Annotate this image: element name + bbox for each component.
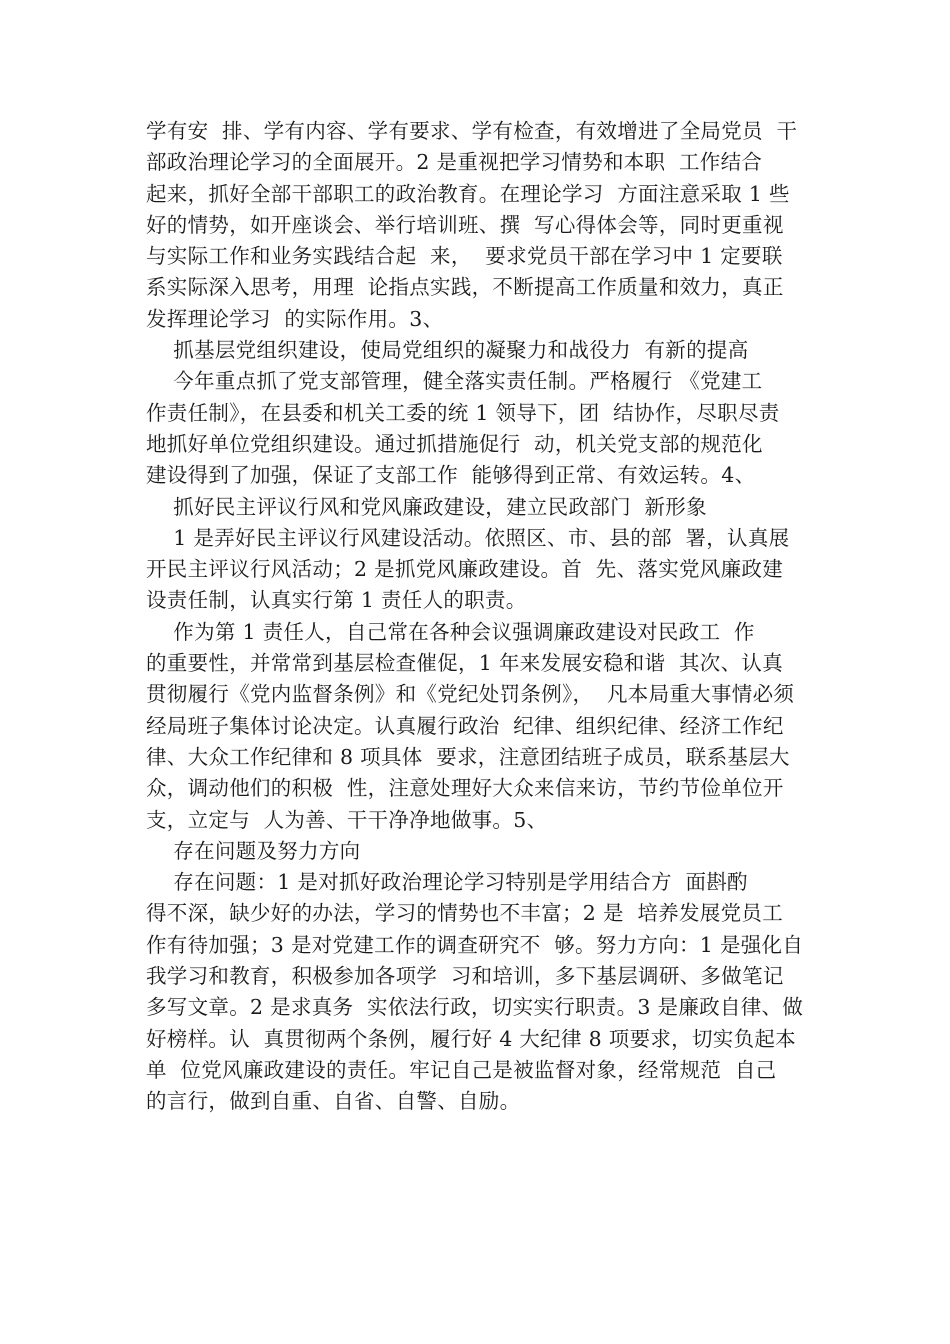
text-line: 发挥理论学习 的实际作用。3、 xyxy=(146,306,444,331)
text-line: 支，立定与 人为善、干干净净地做事。5、 xyxy=(146,807,548,832)
text-line: 作有待加强；3 是对党建工作的调查研究不 够。努力方向：1 是强化自 xyxy=(146,932,804,957)
section-heading: 抓基层党组织建设，使局党组织的凝聚力和战役力 有新的提高 xyxy=(146,338,749,363)
text-line: 的重要性，并常常到基层检查催促，1 年来发展安稳和谐 其次、认真 xyxy=(146,651,783,676)
text-line: 我学习和教育，积极参加各项学 习和培训，多下基层调研、多做笔记 xyxy=(146,964,784,989)
section-heading: 抓好民主评议行风和党风廉政建设，建立民政部门 新形象 xyxy=(146,494,707,519)
text-line: 起来，抓好全部干部职工的政治教育。在理论学习 方面注意采取 1 些 xyxy=(146,181,790,206)
document-body xyxy=(146,116,806,1118)
text-line: 与实际工作和业务实践结合起 来， 要求党员干部在学习中 1 定要联 xyxy=(146,244,783,269)
text-line: 经局班子集体讨论决定。认真履行政治 纪律、组织纪律、经济工作纪 xyxy=(146,713,784,738)
text-line: 建设得到了加强，保证了支部工作 能够得到正常、有效运转。4、 xyxy=(146,463,756,488)
text-line: 多写文章。2 是求真务 实依法行政，切实实行职责。3 是廉政自律、做 xyxy=(146,995,804,1020)
text-line: 得不深，缺少好的办法，学习的情势也不丰富；2 是 培养发展党员工 xyxy=(146,901,783,926)
text-line: 好的情势，如开座谈会、举行培训班、撰 写心得体会等，同时更重视 xyxy=(146,212,784,237)
text-line: 的言行，做到自重、自省、自警、自励。 xyxy=(146,1089,521,1114)
text-line: 系实际深入思考，用理 论指点实践，不断提高工作质量和效力，真正 xyxy=(146,275,784,300)
text-line: 设责任制，认真实行第 1 责任人的职责。 xyxy=(146,588,527,613)
text-line: 部政治理论学习的全面展开。2 是重视把学习情势和本职 工作结合 xyxy=(146,150,763,175)
text-line: 好榜样。认 真贯彻两个条例，履行好 4 大纪律 8 项要求，切实负起本 xyxy=(146,1026,796,1051)
text-line: 律、大众工作纪律和 8 项具体 要求，注意团结班子成员，联系基层大 xyxy=(146,744,790,769)
text-line: 众，调动他们的积极 性，注意处理好大众来信来访，节约节俭单位开 xyxy=(146,776,784,801)
text-line: 作为第 1 责任人，自己常在各种会议强调廉政建设对民政工 作 xyxy=(146,619,755,644)
text-line: 单 位党风廉政建设的责任。牢记自己是被监督对象，经常规范 自己 xyxy=(146,1057,777,1082)
text-line: 今年重点抓了党支部管理，健全落实责任制。严格履行 《党建工 xyxy=(146,369,763,394)
text-line: 地抓好单位党组织建设。通过抓措施促行 动，机关党支部的规范化 xyxy=(146,431,763,456)
text-line: 1 是弄好民主评议行风建设活动。依照区、市、县的部 署，认真展 xyxy=(146,525,790,550)
text-line: 学有安 排、学有内容、学有要求、学有检查，有效增进了全局党员 干 xyxy=(146,119,798,143)
text-line: 作责任制》，在县委和机关工委的统 1 领导下，团 结协作，尽职尽责 xyxy=(146,400,780,425)
section-heading: 存在问题及努力方向 xyxy=(146,838,361,863)
text-line: 存在问题：1 是对抓好政治理论学习特别是学用结合方 面斟酌 xyxy=(146,870,748,895)
text-line: 贯彻履行《党内监督条例》和《党纪处罚条例》， 凡本局重大事情必须 xyxy=(146,682,795,707)
text-line: 开民主评议行风活动；2 是抓党风廉政建设。首 先、落实党风廉政建 xyxy=(146,557,783,582)
